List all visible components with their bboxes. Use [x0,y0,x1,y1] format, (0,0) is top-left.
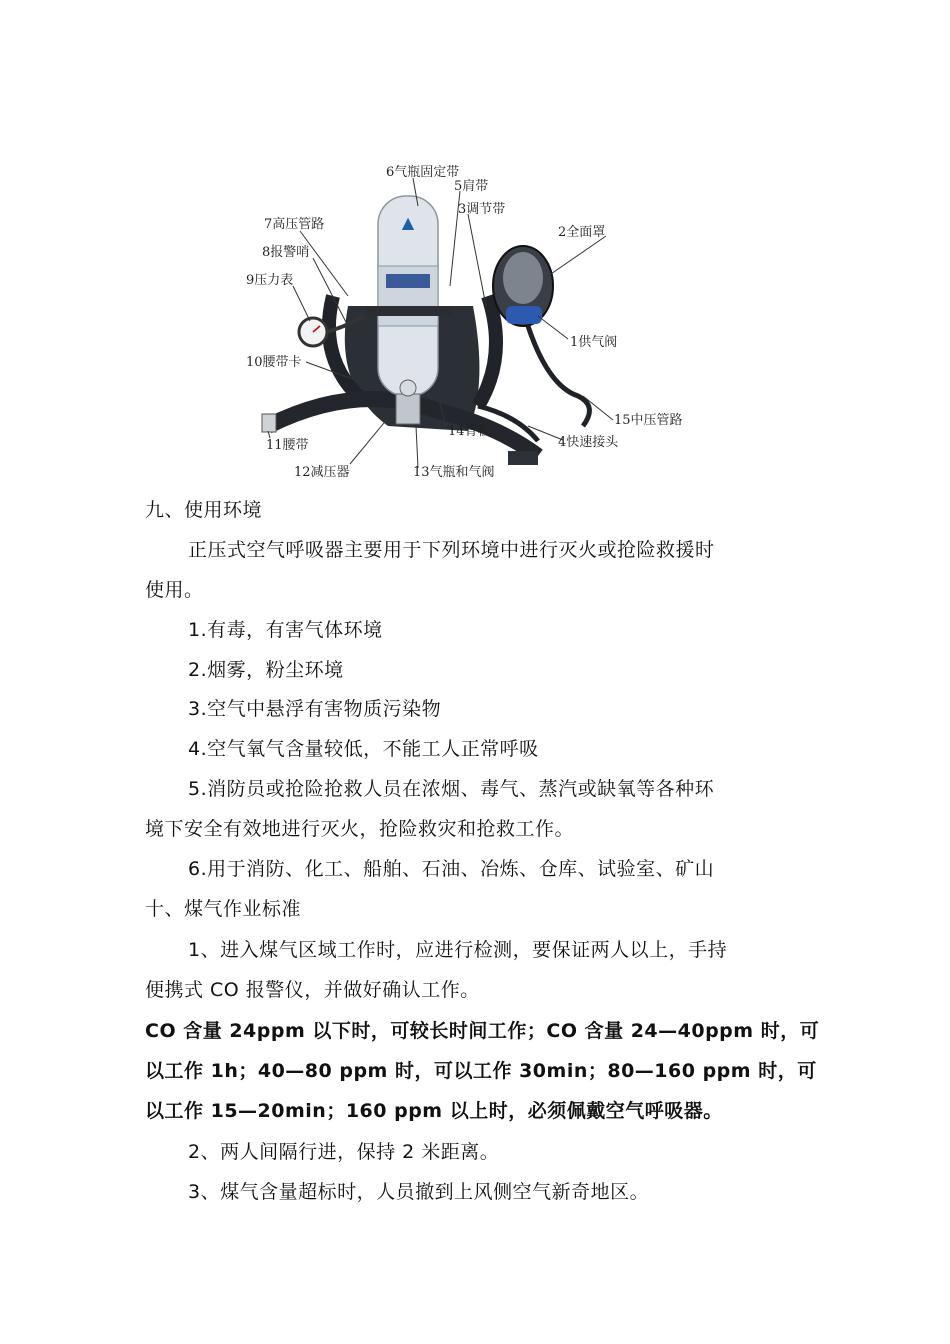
callout-10: 10腰带卡 [246,355,302,370]
callout-9: 9压力表 [246,273,294,288]
callout-2: 2全面罩 [558,225,606,240]
respirator-figure [238,156,708,488]
section9-intro-line1: 正压式空气呼吸器主要用于下列环境中进行灭火或抢险救援时 [188,539,715,561]
callout-1: 1供气阀 [570,335,618,350]
section10-rule3: 3、煤气含量超标时，人员撤到上风侧空气新奇地区。 [188,1181,650,1203]
section9-item-6: 6.用于消防、化工、船舶、石油、冶炼、仓库、试验室、矿山 [188,858,715,880]
section10-rule2: 2、两人间隔行进，保持 2 米距离。 [188,1141,500,1163]
callout-14: 14背板 [448,424,491,439]
svg-text:▲: ▲ [401,213,415,232]
section9-intro-line2: 使用。 [145,579,204,601]
section9-item-5-line1: 5.消防员或抢险抢救人员在浓烟、毒气、蒸汽或缺氧等各种环 [188,778,715,800]
callout-6: 6气瓶固定带 [386,165,460,180]
section10-rule1-line1: 1、进入煤气区域工作时，应进行检测，要保证两人以上，手持 [188,939,728,961]
section9-item-2: 2.烟雾，粉尘环境 [188,659,344,681]
co-limit-line1: CO 含量 24ppm 以下时，可较长时间工作；CO 含量 24—40ppm 时，可 [145,1020,820,1042]
co-limit-line3: 以工作 15—20min；160 ppm 以上时，必须佩戴空气呼吸器。 [145,1100,723,1122]
callout-3: 3调节带 [458,202,506,217]
section10-heading: 十、煤气作业标准 [145,898,302,920]
callout-7: 7高压管路 [264,217,325,232]
section10-rule1-line2: 便携式 CO 报警仪，并做好确认工作。 [145,979,480,1001]
section9-item-1: 1.有毒，有害气体环境 [188,619,383,641]
callout-12: 12减压器 [294,465,350,480]
callout-5: 5肩带 [454,179,489,194]
callout-15: 15中压管路 [614,413,683,428]
callout-11: 11腰带 [266,438,309,453]
section9-item-3: 3.空气中悬浮有害物质污染物 [188,698,442,720]
respirator-illustration [238,156,708,488]
section9-item-5-line2: 境下安全有效地进行灭火，抢险救灾和抢救工作。 [145,818,575,840]
section9-item-4: 4.空气氧气含量较低，不能工人正常呼吸 [188,738,539,760]
section9-heading: 九、使用环境 [145,499,263,521]
callout-13: 13气瓶和气阀 [413,465,495,480]
co-limit-line2: 以工作 1h；40—80 ppm 时，可以工作 30min；80—160 ppm 时，可 [145,1060,817,1082]
callout-4: 4快速接头 [558,435,619,450]
callout-8: 8报警哨 [262,245,310,260]
